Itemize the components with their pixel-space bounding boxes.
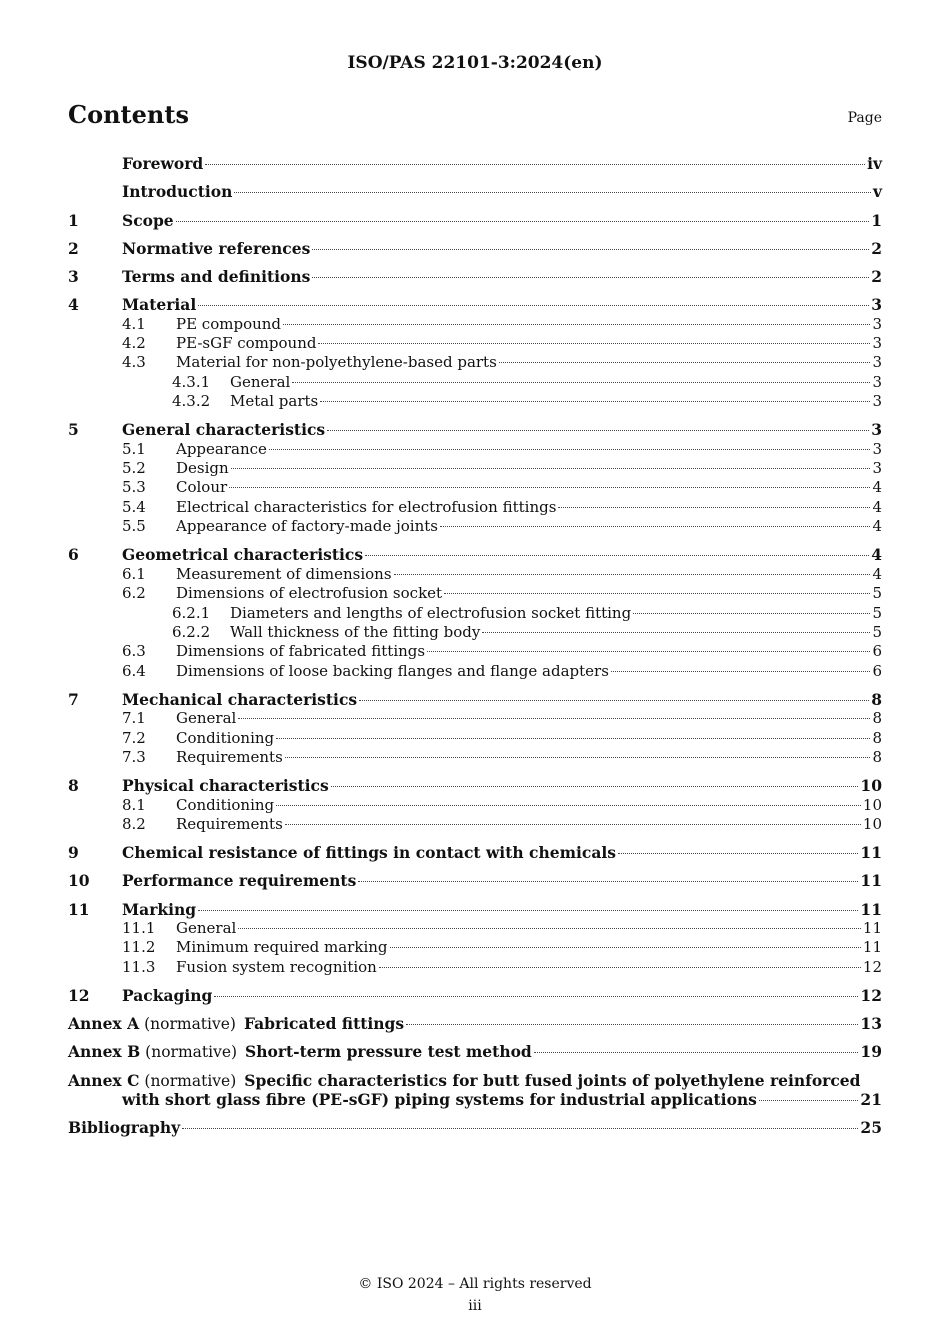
toc-entry[interactable]	[68, 796, 882, 815]
toc-entry-title: General	[176, 919, 237, 938]
toc-entry[interactable]	[68, 748, 882, 767]
toc-entry-title: Electrical characteristics for electrofusion fittings	[176, 497, 557, 516]
toc-entry-title: Fusion system recognition	[176, 957, 377, 976]
dot-leader	[358, 881, 858, 882]
toc-entry-title: Colour	[176, 478, 228, 497]
toc-entry[interactable]	[68, 154, 882, 173]
toc-entry-number: 5.3	[122, 478, 146, 497]
toc-entry-title: Measurement of dimensions	[176, 564, 392, 583]
toc-entry-title: Minimum required marking	[176, 938, 388, 957]
dot-leader	[331, 786, 859, 787]
dot-leader	[312, 249, 869, 250]
dot-leader	[390, 947, 861, 948]
toc-entry-number: 8.2	[122, 815, 146, 834]
annex-title-continued: with short glass fibre (PE-sGF) piping systems for industrial applications	[122, 1089, 757, 1109]
toc-entry[interactable]	[68, 604, 882, 623]
toc-entry[interactable]	[68, 517, 882, 536]
toc-entry-title: Geometrical characteristics	[122, 545, 364, 565]
toc-entry[interactable]	[68, 709, 882, 728]
toc-entry-title: General characteristics	[122, 420, 326, 440]
page-column-label: Page	[847, 110, 882, 126]
dot-leader	[759, 1100, 859, 1101]
toc-entry-number: 6.2	[122, 584, 146, 603]
toc-entry-page: 3	[872, 392, 882, 411]
dot-leader	[234, 192, 871, 193]
toc-entry-page: 5	[872, 603, 882, 622]
dot-leader	[318, 343, 870, 344]
toc-entry-number: 5	[68, 420, 79, 440]
toc-entry-number: 5.1	[122, 439, 146, 458]
toc-entry[interactable]	[68, 353, 882, 372]
annex-title: Fabricated fittings	[243, 1014, 405, 1034]
toc-entry-number: 4.1	[122, 314, 146, 333]
toc-entry[interactable]	[68, 239, 882, 258]
dot-leader	[292, 382, 870, 383]
toc-entry[interactable]	[68, 420, 882, 439]
dot-leader	[231, 468, 871, 469]
annex-title: Short-term pressure test method	[245, 1042, 532, 1062]
toc-entry[interactable]	[68, 478, 882, 497]
dot-leader	[633, 613, 870, 614]
toc-entry[interactable]	[68, 642, 882, 661]
toc-entry[interactable]	[68, 295, 882, 314]
dot-leader	[618, 853, 858, 854]
dot-leader	[444, 593, 870, 594]
toc-entry[interactable]	[68, 900, 882, 919]
toc-bibliography-entry[interactable]	[68, 1118, 882, 1137]
toc-entry-title: Foreword	[122, 154, 204, 173]
dot-leader	[499, 362, 871, 363]
toc-entry-number: 2	[68, 238, 79, 258]
toc-entry[interactable]	[68, 986, 882, 1005]
toc-entry[interactable]	[68, 729, 882, 748]
toc-entry[interactable]	[68, 565, 882, 584]
toc-entry-page: 4	[872, 497, 882, 516]
annex-type: (normative)	[144, 1015, 236, 1034]
toc-entry-page: 2	[871, 238, 882, 258]
toc-entry-number: 3	[68, 266, 79, 286]
toc-entry-page: 3	[872, 353, 882, 372]
toc-entry-number: 7.1	[122, 709, 146, 728]
toc-entry-title: Design	[176, 459, 229, 478]
dot-leader	[285, 824, 861, 825]
toc-entry[interactable]	[68, 690, 882, 709]
toc-entry-page: 4	[872, 478, 882, 497]
toc-entry-page: 11	[860, 843, 882, 863]
toc-entry-page: 1	[871, 210, 882, 230]
dot-leader	[198, 305, 869, 306]
toc-entry[interactable]	[68, 315, 882, 334]
annex-page: 21	[860, 1089, 882, 1109]
toc-entry-title: PE-sGF compound	[176, 333, 317, 352]
toc-annex-entry[interactable]	[68, 1071, 882, 1090]
toc-entry-number: 11.2	[122, 938, 156, 957]
toc-entry-number: 6.4	[122, 661, 146, 680]
toc-annex-entry-continued[interactable]	[68, 1090, 882, 1109]
dot-leader	[320, 401, 870, 402]
dot-leader	[394, 574, 871, 575]
toc-entry-page: 11	[860, 871, 882, 891]
toc-entry-number: 7.2	[122, 728, 146, 747]
toc-entry-title: Introduction	[122, 182, 233, 202]
toc-entry-title: PE compound	[176, 314, 282, 333]
dot-leader	[269, 449, 871, 450]
toc-entry-title: Appearance	[176, 439, 267, 458]
toc-entry[interactable]	[68, 958, 882, 977]
toc-entry-page: 10	[862, 815, 882, 834]
toc-entry-page: 12	[862, 957, 882, 976]
footer-copyright: © ISO 2024 – All rights reserved	[358, 1276, 592, 1292]
toc-entry-page: 8	[872, 748, 882, 767]
toc-entry-number: 6.2.2	[172, 622, 211, 641]
toc-entry-title: Scope	[122, 210, 174, 230]
toc-entry[interactable]	[68, 623, 882, 642]
toc-entry-title: Material for non-polyethylene-based parts	[176, 353, 497, 372]
toc-entry-number: 8	[68, 776, 79, 796]
toc-entry-title: General	[176, 709, 237, 728]
toc-entry-page: 3	[871, 420, 882, 440]
annex-type: (normative)	[144, 1071, 237, 1090]
dot-leader	[276, 805, 861, 806]
toc-entry-title: General	[230, 372, 291, 391]
toc-entry-page: 11	[862, 919, 882, 938]
toc-entry-page: 12	[860, 986, 882, 1006]
toc-entry-title: Requirements	[176, 815, 283, 834]
toc-entry[interactable]	[68, 871, 882, 890]
toc-entry-number: 6.3	[122, 642, 146, 661]
toc-entry[interactable]	[68, 815, 882, 834]
toc-entry-title: Metal parts	[230, 392, 319, 411]
toc-entry-number: 6.1	[122, 564, 146, 583]
toc-entry-title: Conditioning	[176, 795, 275, 814]
toc-entry-title: Requirements	[176, 748, 283, 767]
toc-entry-number: 8.1	[122, 795, 146, 814]
dot-leader	[365, 555, 869, 556]
annex-type: (normative)	[145, 1043, 238, 1062]
toc-entry-number: 1	[68, 210, 79, 230]
dot-leader	[205, 164, 865, 165]
annex-page: 13	[860, 1014, 882, 1034]
dot-leader	[238, 718, 870, 719]
dot-leader	[611, 671, 871, 672]
toc-entry-page: 11	[860, 899, 882, 919]
toc-entry[interactable]	[68, 267, 882, 286]
toc-entry[interactable]	[68, 919, 882, 938]
toc-entry-number: 4	[68, 295, 79, 315]
toc-entry[interactable]	[68, 334, 882, 353]
dot-leader	[534, 1052, 859, 1053]
toc-annex-entry[interactable]	[68, 1014, 882, 1033]
dot-leader	[214, 996, 858, 997]
toc-entry[interactable]	[68, 843, 882, 862]
toc-entry[interactable]	[68, 211, 882, 230]
dot-leader	[440, 526, 870, 527]
dot-leader	[176, 221, 870, 222]
toc-entry-title: Normative references	[122, 238, 311, 258]
dot-leader	[406, 1024, 858, 1025]
toc-entry-number: 4.3.1	[172, 372, 211, 391]
toc-entry-title: Chemical resistance of fittings in contact with chemicals	[122, 843, 616, 863]
toc-entry-page: 6	[872, 642, 882, 661]
contents-title: Contents	[68, 100, 189, 129]
annex-label: Annex B	[68, 1042, 141, 1062]
toc-entry[interactable]	[68, 373, 882, 392]
toc-entry-title: Conditioning	[176, 728, 275, 747]
toc-entry-number: 9	[68, 843, 79, 863]
toc-entry[interactable]	[68, 662, 882, 681]
toc-entry-number: 6	[68, 545, 79, 565]
toc-entry-title: Marking	[122, 899, 197, 919]
toc-entry-number: 4.3	[122, 353, 146, 372]
bibliography-page: 25	[860, 1118, 882, 1138]
toc-entry[interactable]	[68, 938, 882, 957]
toc-entry[interactable]	[68, 182, 882, 201]
toc-entry-number: 7	[68, 689, 79, 709]
dot-leader	[379, 967, 861, 968]
dot-leader	[327, 430, 869, 431]
dot-leader	[198, 910, 858, 911]
toc-entry-title: Dimensions of electrofusion socket	[176, 584, 443, 603]
toc-entry-number: 4.2	[122, 333, 146, 352]
toc-entry-page: 3	[872, 314, 882, 333]
annex-label: Annex A	[68, 1014, 140, 1034]
toc-entry-number: 11.3	[122, 957, 156, 976]
toc-entry-page: 3	[872, 372, 882, 391]
bibliography-title: Bibliography	[68, 1118, 181, 1138]
toc-entry-page: 4	[872, 564, 882, 583]
annex-label: Annex C	[68, 1070, 140, 1090]
dot-leader	[283, 324, 870, 325]
footer-page-number: iii	[468, 1298, 482, 1314]
toc-entry-page: 8	[872, 709, 882, 728]
toc-entry-title: Physical characteristics	[122, 776, 329, 796]
toc-entry-title: Packaging	[122, 986, 213, 1006]
toc-entry[interactable]	[68, 392, 882, 411]
dot-leader	[285, 757, 871, 758]
dot-leader	[482, 632, 870, 633]
toc-entry-page: 8	[872, 728, 882, 747]
toc-entry-number: 12	[68, 986, 90, 1006]
toc-entry-number: 5.4	[122, 497, 146, 516]
toc-entry-title: Performance requirements	[122, 871, 357, 891]
toc-entry-number: 11	[68, 899, 90, 919]
toc-entry-page: 3	[871, 295, 882, 315]
dot-leader	[558, 507, 870, 508]
dot-leader	[359, 700, 869, 701]
toc-entry-title: Appearance of factory-made joints	[176, 517, 438, 536]
toc-entry-page: 4	[872, 517, 882, 536]
dot-leader	[182, 1128, 858, 1129]
toc-entry[interactable]	[68, 545, 882, 564]
toc-entry-page: 4	[871, 545, 882, 565]
annex-title: Specific characteristics for butt fused joints of polyethylene reinforced	[244, 1070, 861, 1090]
toc-entry-number: 4.3.2	[172, 392, 211, 411]
dot-leader	[312, 277, 869, 278]
toc-entry-page: 3	[872, 333, 882, 352]
toc-entry-title: Dimensions of fabricated fittings	[176, 642, 426, 661]
toc-entry-page: iv	[867, 154, 882, 173]
toc-entry[interactable]	[68, 776, 882, 795]
dot-leader	[276, 738, 870, 739]
toc-entry-number: 5.5	[122, 517, 146, 536]
toc-entry[interactable]	[68, 498, 882, 517]
toc-entry-page: 2	[871, 266, 882, 286]
toc-entry-page: 8	[871, 689, 882, 709]
toc-entry-page: 10	[862, 795, 882, 814]
toc-entry-page: 5	[872, 584, 882, 603]
toc-entry[interactable]	[68, 440, 882, 459]
toc-entry-title: Terms and definitions	[122, 266, 311, 286]
dot-leader	[427, 651, 870, 652]
toc-entry-title: Mechanical characteristics	[122, 689, 358, 709]
toc-entry-page: 11	[862, 938, 882, 957]
toc-entry-title: Diameters and lengths of electrofusion socket fitting	[230, 603, 632, 622]
toc-entry-number: 10	[68, 871, 90, 891]
toc-entry-page: 3	[872, 459, 882, 478]
toc-entry-page: 10	[860, 776, 882, 796]
toc-entry-page: 6	[872, 661, 882, 680]
toc-entry-title: Material	[122, 295, 197, 315]
annex-page: 19	[860, 1042, 882, 1062]
toc-entry-title: Wall thickness of the fitting body	[230, 622, 481, 641]
toc-entry-number: 11.1	[122, 919, 156, 938]
dot-leader	[229, 487, 870, 488]
toc-entry[interactable]	[68, 459, 882, 478]
toc-entry-title: Dimensions of loose backing flanges and flange adapters	[176, 661, 609, 680]
dot-leader	[238, 928, 861, 929]
toc-entry[interactable]	[68, 584, 882, 603]
toc-entry-number: 7.3	[122, 748, 146, 767]
toc-annex-entry[interactable]	[68, 1042, 882, 1061]
toc-entry-page: 5	[872, 622, 882, 641]
toc-entry-number: 5.2	[122, 459, 146, 478]
toc-entry-number: 6.2.1	[172, 603, 211, 622]
toc-entry-page: v	[872, 182, 882, 202]
table-of-contents	[68, 154, 882, 1138]
toc-entry-page: 3	[872, 439, 882, 458]
document-id: ISO/PAS 22101-3:2024(en)	[347, 53, 603, 73]
